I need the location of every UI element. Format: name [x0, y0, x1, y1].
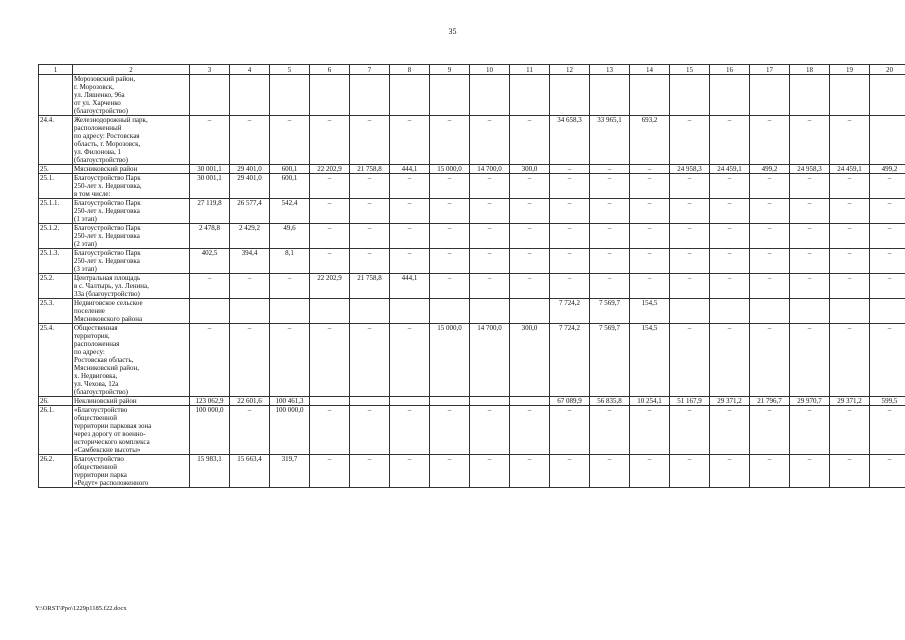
table-cell	[190, 299, 230, 324]
table-cell: –	[870, 324, 905, 397]
table-cell: 542,4	[270, 199, 310, 224]
row-name: Благоустройство общественной территории парка «Редут» расположенного	[73, 455, 190, 488]
table-cell: 7 569,7	[590, 299, 630, 324]
table-cell: –	[350, 324, 390, 397]
table-cell	[710, 75, 750, 116]
table-cell: –	[670, 249, 710, 274]
table-cell: –	[630, 455, 670, 488]
table-cell: –	[830, 199, 870, 224]
table-cell: –	[670, 116, 710, 165]
table-cell: 15 983,1	[190, 455, 230, 488]
table-cell: –	[510, 199, 550, 224]
table-cell: 21 796,7	[750, 397, 790, 406]
table-cell: 22 202,9	[310, 165, 350, 174]
table-cell: –	[390, 406, 430, 455]
table-cell: 56 835,8	[590, 397, 630, 406]
table-cell: –	[470, 406, 510, 455]
table-cell: 499,2	[750, 165, 790, 174]
table-cell: –	[590, 406, 630, 455]
table-cell: –	[670, 199, 710, 224]
table-row	[39, 249, 905, 274]
table-cell: 154,5	[630, 324, 670, 397]
table-cell	[630, 75, 670, 116]
row-name: Недвиговское сельское поселение Мясниковского района	[73, 299, 190, 324]
table-cell: –	[870, 274, 905, 299]
table-cell: –	[310, 224, 350, 249]
table-cell: 7 569,7	[590, 324, 630, 397]
table-cell: –	[670, 455, 710, 488]
table-cell: 29 371,2	[830, 397, 870, 406]
table-cell: –	[430, 249, 470, 274]
column-header: 12	[550, 65, 590, 75]
table-cell: –	[430, 406, 470, 455]
table-cell	[710, 299, 750, 324]
table-cell: –	[830, 174, 870, 199]
table-cell: –	[310, 174, 350, 199]
table-cell: –	[550, 224, 590, 249]
table-cell: –	[390, 199, 430, 224]
table-cell: –	[710, 199, 750, 224]
row-name: Благоустройство Парк 250-лет х. Недвиговка, в том числе:	[73, 174, 190, 199]
table-cell: –	[510, 455, 550, 488]
table-cell: –	[470, 116, 510, 165]
table-cell: –	[790, 274, 830, 299]
row-number: 25.	[39, 165, 73, 174]
table-cell: –	[350, 455, 390, 488]
table-cell: –	[630, 406, 670, 455]
table-cell: –	[310, 324, 350, 397]
table-cell: 154,5	[630, 299, 670, 324]
row-number: 26.	[39, 397, 73, 406]
table-cell: –	[670, 406, 710, 455]
table-cell: 24 958,3	[790, 165, 830, 174]
table-cell: –	[670, 274, 710, 299]
table-cell: –	[710, 116, 750, 165]
table-cell: –	[830, 274, 870, 299]
row-number: 25.4.	[39, 324, 73, 397]
table-cell	[190, 75, 230, 116]
table-cell: 34 658,3	[550, 116, 590, 165]
table-cell: 22 601,6	[230, 397, 270, 406]
table-cell: –	[390, 455, 430, 488]
table-cell: 49,6	[270, 224, 310, 249]
table-cell: 7 724,2	[550, 299, 590, 324]
table-cell: 100 000,0	[270, 406, 310, 455]
table-cell: –	[750, 199, 790, 224]
table-row	[39, 406, 905, 455]
table-cell: –	[830, 406, 870, 455]
table-cell: –	[390, 224, 430, 249]
table-body	[39, 75, 905, 488]
column-header: 17	[750, 65, 790, 75]
column-header: 7	[350, 65, 390, 75]
column-header: 18	[790, 65, 830, 75]
table-header-row	[39, 65, 905, 75]
table-cell: 402,5	[190, 249, 230, 274]
row-number: 25.1.	[39, 174, 73, 199]
table-cell	[590, 75, 630, 116]
table-row	[39, 324, 905, 397]
table-cell: 300,0	[510, 324, 550, 397]
table-cell: –	[670, 224, 710, 249]
table-cell: –	[830, 455, 870, 488]
table-cell	[270, 75, 310, 116]
table-cell: 10 254,1	[630, 397, 670, 406]
table-cell: –	[790, 406, 830, 455]
table-cell: –	[470, 455, 510, 488]
table-cell: –	[750, 224, 790, 249]
table-cell: –	[630, 199, 670, 224]
table-cell	[230, 75, 270, 116]
table-cell: –	[350, 249, 390, 274]
table-cell: –	[550, 165, 590, 174]
table-cell: –	[430, 274, 470, 299]
table-cell	[830, 75, 870, 116]
table-cell	[430, 75, 470, 116]
table-cell: 29 970,7	[790, 397, 830, 406]
table-cell: 599,5	[870, 397, 905, 406]
table-cell: –	[230, 324, 270, 397]
table-row	[39, 397, 905, 406]
row-name: Железнодорожный парк, расположенный по адресу: Ростовская область, г. Морозовск, ул. Филонова, 1 (благоустройство)	[73, 116, 190, 165]
table-cell: –	[870, 455, 905, 488]
table-cell	[390, 299, 430, 324]
table-cell: –	[190, 116, 230, 165]
table-cell: 394,4	[230, 249, 270, 274]
table-cell: –	[750, 455, 790, 488]
table-cell	[270, 299, 310, 324]
table-cell: 123 062,9	[190, 397, 230, 406]
table-cell: 2 478,8	[190, 224, 230, 249]
column-header: 1	[39, 65, 73, 75]
table-cell: –	[870, 406, 905, 455]
row-number: 25.1.2.	[39, 224, 73, 249]
table-cell: 600,1	[270, 165, 310, 174]
table-cell	[870, 75, 905, 116]
table-cell: –	[750, 406, 790, 455]
table-cell	[470, 75, 510, 116]
table-cell: 29 401,0	[230, 165, 270, 174]
table-cell: 30 001,1	[190, 165, 230, 174]
table-cell	[670, 75, 710, 116]
table-cell: –	[470, 274, 510, 299]
table-cell: –	[630, 274, 670, 299]
table-cell: –	[430, 455, 470, 488]
row-number	[39, 75, 73, 116]
column-header: 2	[73, 65, 190, 75]
table-cell: –	[710, 324, 750, 397]
row-name: Благоустройство Парк 250-лет х. Недвиговка (1 этап)	[73, 199, 190, 224]
table-cell: 21 758,8	[350, 274, 390, 299]
table-cell: 693,2	[630, 116, 670, 165]
table-cell: –	[270, 116, 310, 165]
table-cell: 30 001,1	[190, 174, 230, 199]
table-cell	[430, 397, 470, 406]
table-cell: –	[590, 199, 630, 224]
table-cell: –	[790, 249, 830, 274]
table-cell: –	[350, 199, 390, 224]
table-cell: –	[790, 199, 830, 224]
table-cell: –	[190, 274, 230, 299]
table-cell: –	[550, 199, 590, 224]
column-header: 10	[470, 65, 510, 75]
table-cell: –	[630, 249, 670, 274]
table-cell: –	[230, 406, 270, 455]
table-cell: –	[430, 224, 470, 249]
table-cell: 29 371,2	[710, 397, 750, 406]
table-cell	[750, 75, 790, 116]
table-cell	[310, 397, 350, 406]
table-cell	[390, 75, 430, 116]
table-cell: –	[550, 455, 590, 488]
column-header: 14	[630, 65, 670, 75]
table-cell: 499,2	[870, 165, 905, 174]
column-header: 8	[390, 65, 430, 75]
table-cell: –	[630, 174, 670, 199]
table-cell: –	[230, 116, 270, 165]
table-cell: –	[510, 116, 550, 165]
table-cell	[310, 299, 350, 324]
table-cell: 600,1	[270, 174, 310, 199]
table-cell: –	[790, 224, 830, 249]
table-cell: –	[590, 455, 630, 488]
table-cell: –	[310, 455, 350, 488]
table-cell: –	[830, 324, 870, 397]
table-cell: 100 000,0	[190, 406, 230, 455]
row-number: 26.1.	[39, 406, 73, 455]
table-cell: –	[790, 116, 830, 165]
table-cell: –	[270, 324, 310, 397]
table-cell: –	[750, 249, 790, 274]
row-number: 25.2.	[39, 274, 73, 299]
table-cell	[230, 299, 270, 324]
table-row	[39, 75, 905, 116]
file-path-footer: Y:\ORST\Ppo\1229p1185.f22.docx	[35, 605, 127, 612]
table-cell	[870, 299, 905, 324]
table-cell: –	[750, 274, 790, 299]
table-cell	[350, 397, 390, 406]
table-cell: 67 089,9	[550, 397, 590, 406]
budget-table	[38, 64, 905, 488]
table-cell: –	[710, 174, 750, 199]
table-cell	[470, 299, 510, 324]
table-cell: 27 119,8	[190, 199, 230, 224]
table-cell: –	[670, 174, 710, 199]
table-cell: 24 459,1	[710, 165, 750, 174]
table-cell: 300,0	[510, 165, 550, 174]
table-row	[39, 455, 905, 488]
table-cell: –	[830, 116, 870, 165]
table-cell: –	[510, 274, 550, 299]
table-cell	[790, 299, 830, 324]
table-cell	[830, 299, 870, 324]
table-cell	[510, 75, 550, 116]
table-cell: –	[790, 324, 830, 397]
column-header: 9	[430, 65, 470, 75]
table-cell	[870, 116, 905, 165]
table-cell: –	[870, 224, 905, 249]
table-cell: –	[590, 165, 630, 174]
row-name: Благоустройство Парк 250-лет х. Недвиговка (2 этап)	[73, 224, 190, 249]
table-cell: –	[870, 249, 905, 274]
table-cell: 2 429,2	[230, 224, 270, 249]
table-cell	[790, 75, 830, 116]
column-header: 3	[190, 65, 230, 75]
table-cell: –	[630, 165, 670, 174]
table-cell: –	[870, 199, 905, 224]
table-cell: –	[470, 224, 510, 249]
table-cell	[510, 397, 550, 406]
column-header: 13	[590, 65, 630, 75]
table-cell: –	[590, 174, 630, 199]
table-cell: –	[670, 324, 710, 397]
column-header: 4	[230, 65, 270, 75]
table-cell: –	[350, 224, 390, 249]
row-number: 24.4.	[39, 116, 73, 165]
table-row	[39, 224, 905, 249]
table-cell	[670, 299, 710, 324]
column-header: 6	[310, 65, 350, 75]
column-header: 5	[270, 65, 310, 75]
table-cell: 14 700,0	[470, 324, 510, 397]
column-header: 11	[510, 65, 550, 75]
column-header: 19	[830, 65, 870, 75]
row-number: 26.2.	[39, 455, 73, 488]
table-cell: –	[550, 249, 590, 274]
table-cell: –	[430, 116, 470, 165]
table-cell: –	[590, 249, 630, 274]
table-cell: –	[310, 406, 350, 455]
table-row	[39, 274, 905, 299]
table-cell: 33 965,1	[590, 116, 630, 165]
table-cell	[310, 75, 350, 116]
table-cell: –	[470, 174, 510, 199]
table-cell: –	[590, 274, 630, 299]
table-cell: 26 577,4	[230, 199, 270, 224]
table-cell: –	[310, 249, 350, 274]
table-cell: –	[750, 324, 790, 397]
table-cell: –	[430, 174, 470, 199]
table-cell: –	[350, 174, 390, 199]
table-row	[39, 116, 905, 165]
table-cell: –	[510, 174, 550, 199]
table-cell: 100 461,3	[270, 397, 310, 406]
table-cell: –	[350, 116, 390, 165]
table-cell: 444,1	[390, 165, 430, 174]
table-cell: –	[870, 174, 905, 199]
table-cell: 29 401,0	[230, 174, 270, 199]
table-cell: –	[710, 249, 750, 274]
table-cell	[750, 299, 790, 324]
table-cell: –	[630, 224, 670, 249]
table-row	[39, 299, 905, 324]
column-header: 16	[710, 65, 750, 75]
table-cell: –	[390, 249, 430, 274]
table-cell	[550, 75, 590, 116]
row-number: 25.1.3.	[39, 249, 73, 274]
table-cell: –	[390, 174, 430, 199]
table-cell: –	[310, 116, 350, 165]
table-cell: –	[750, 174, 790, 199]
table-cell: –	[230, 274, 270, 299]
table-cell: 15 000,0	[430, 324, 470, 397]
table-cell: –	[190, 324, 230, 397]
table-cell	[430, 299, 470, 324]
table-row	[39, 165, 905, 174]
table-cell: –	[710, 274, 750, 299]
table-cell: –	[550, 274, 590, 299]
row-name: Благоустройство Парк 250-лет х. Недвиговка (3 этап)	[73, 249, 190, 274]
table-cell: 24 459,1	[830, 165, 870, 174]
table-cell: –	[550, 174, 590, 199]
table-cell: –	[510, 406, 550, 455]
table-cell: 15 000,0	[430, 165, 470, 174]
table-cell	[390, 397, 430, 406]
table-cell: –	[430, 199, 470, 224]
table-cell: 24 958,3	[670, 165, 710, 174]
table-row	[39, 174, 905, 199]
row-number: 25.1.1.	[39, 199, 73, 224]
page-number: 35	[448, 27, 457, 36]
table-cell: –	[750, 116, 790, 165]
table-cell: –	[390, 116, 430, 165]
table-cell: 8,1	[270, 249, 310, 274]
table-cell: –	[550, 406, 590, 455]
table-cell: 7 724,2	[550, 324, 590, 397]
table-cell: –	[710, 455, 750, 488]
table-cell: –	[790, 455, 830, 488]
table-cell	[350, 75, 390, 116]
table-cell: –	[830, 224, 870, 249]
table-cell: 15 663,4	[230, 455, 270, 488]
table-cell: 14 700,0	[470, 165, 510, 174]
row-name: Общественная территория, расположенная по адресу: Ростовская область, Мясниковский район, х. Недвиговка, ул. Чехова, 12а (благоустройство)	[73, 324, 190, 397]
table-cell: –	[590, 224, 630, 249]
table-row	[39, 199, 905, 224]
row-name: Мясниковский район	[73, 165, 190, 174]
row-number: 25.3.	[39, 299, 73, 324]
table-cell	[350, 299, 390, 324]
row-name: «Благоустройство общественной территории парковая зона через дорогу от военно- исторического комплекса «Самбекские высоты»	[73, 406, 190, 455]
table-cell: –	[510, 249, 550, 274]
table-cell: 21 758,8	[350, 165, 390, 174]
column-header: 15	[670, 65, 710, 75]
table-cell	[510, 299, 550, 324]
table-cell: 319,7	[270, 455, 310, 488]
table-cell: –	[470, 249, 510, 274]
table-cell: –	[510, 224, 550, 249]
table-cell: –	[310, 199, 350, 224]
table-cell: –	[390, 324, 430, 397]
row-name: Неклиновский район	[73, 397, 190, 406]
table-cell: –	[710, 224, 750, 249]
table-cell: –	[270, 274, 310, 299]
table-cell: –	[350, 406, 390, 455]
table-cell: 51 167,9	[670, 397, 710, 406]
column-header: 20	[870, 65, 905, 75]
table-cell: –	[470, 199, 510, 224]
table-cell: 444,1	[390, 274, 430, 299]
row-name: Центральная площадь в с. Чалтырь, ул. Ленина, 33а (благоустройство)	[73, 274, 190, 299]
row-name: Морозовский район, г. Морозовск, ул. Ляшенко, 96а от ул. Харченко (благоустройство)	[73, 75, 190, 116]
table-cell: 22 202,9	[310, 274, 350, 299]
table-cell: –	[710, 406, 750, 455]
table-cell: –	[790, 174, 830, 199]
table-cell	[470, 397, 510, 406]
table-cell: –	[830, 249, 870, 274]
